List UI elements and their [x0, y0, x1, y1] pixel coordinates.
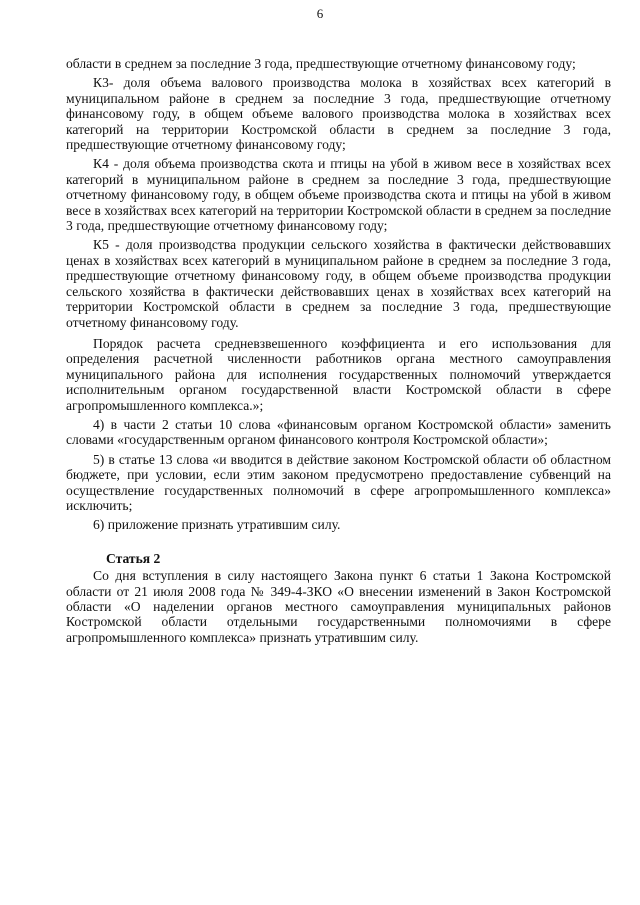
- paragraph-item-4: 4) в части 2 статьи 10 слова «финансовым органом Костромской области» заменить словами «государственным органом финансового контроля Костромской области»;: [66, 416, 611, 448]
- paragraph-item-5: 5) в статье 13 слова «и вводится в действие законом Костромской области об областном бюджете, при условии, если этим законом предусмотрено предоставление субвенций на осуществление государственных полномочий в сфере агропромышленного комплекса» исключить;: [66, 451, 611, 513]
- paragraph-k4: К4 - доля объема производства скота и птицы на убой в живом весе в хозяйствах всех категорий в муниципальном районе в среднем за последние 3 года, предшествующие отчетному финансовому году, в общем объеме производства скота и птицы на убой в живом весе в хозяйствах всех категорий на территории Костромской области в среднем за последние 3 года, предшествующие отчетному финансовому году;: [66, 156, 611, 234]
- paragraph-k3: К3- доля объема валового производства молока в хозяйствах всех категорий в муниципальном районе в среднем за последние 3 года, предшествующие отчетному финансовому году, в общем объеме валового производства молока в хозяйствах всех категорий на территории Костромской области в среднем за последние 3 года, предшествующие отчетному финансовому году;: [66, 75, 611, 153]
- paragraph-coefficient-order: Порядок расчета средневзвешенного коэффициента и его использования для определения расчетной численности работников органа местного самоуправления муниципального района для исполнения государственных полномочий утверждается исполнительным органом государственной власти Костромской области в сфере агропромышленного комплекса.»;: [66, 335, 611, 413]
- article-2-text: Со дня вступления в силу настоящего Закона пункт 6 статьи 1 Закона Костромской области от 21 июля 2008 года № 349-4-ЗКО «О внесении изменений в Закон Костромской области «О наделении органов местного самоуправления муниципальных районов Костромской области отдельными государственными полномочиями в сфере агропромышленного комплекса» признать утратившим силу.: [66, 568, 611, 645]
- page-number: 6: [316, 6, 324, 21]
- document-body: [66, 56, 611, 645]
- paragraph-continuation: области в среднем за последние 3 года, предшествующие отчетному финансовому году;: [66, 56, 576, 71]
- paragraph-k5: К5 - доля производства продукции сельского хозяйства в фактически действовавших ценах в хозяйствах всех категорий в муниципальном районе в среднем за последние 3 года, предшествующие отчетному финансовому году, в общем объеме производства продукции сельского хозяйства в фактически действовавших ценах в хозяйствах всех категорий на территории Костромской области в среднем за последние 3 года, предшествующие отчетному финансовому году.: [66, 237, 611, 330]
- article-2-heading: Статья 2: [106, 550, 161, 566]
- paragraph-item-6: 6) приложение признать утратившим силу.: [93, 517, 341, 533]
